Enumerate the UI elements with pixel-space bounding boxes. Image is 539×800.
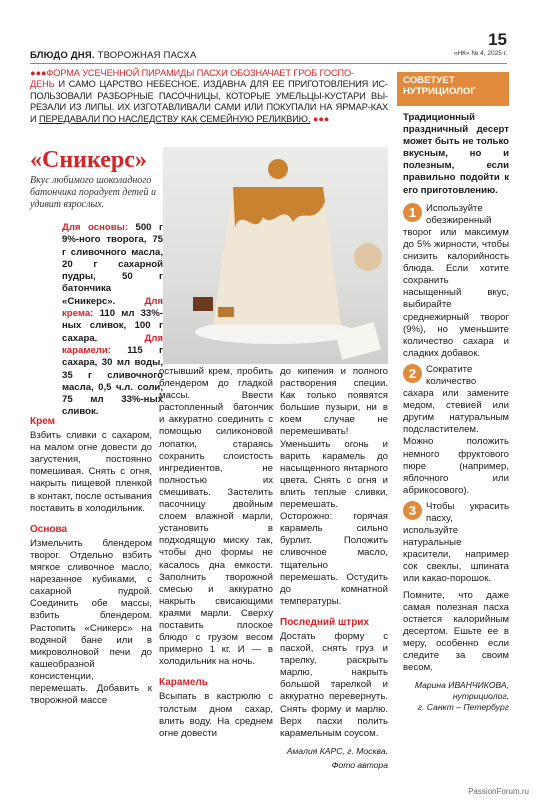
paskha-photo [163, 147, 388, 364]
tip-1: 1 Используйте обезжиренный творог или максимум до 5% жирности, чтобы снизить калорийность блюда. Если хотите сохранить насыщенный вкус, выбирайте среднежирный творог (9%), но уменьшите количество сахара и сладких добавок. [403, 202, 509, 359]
nutritionist-sidebar [397, 72, 509, 772]
tip-3: 3 Чтобы украсить пасху, используйте натуральные красители, например сок свеклы, шпината или какао-порошок. [403, 500, 509, 585]
osnova-text: Измельчить блендером творог. Отдельно взбить мягкое сливочное масло, нарезанное кубиками, с сахарной пудрой. Соединить обе массы, взбить блендером. Растопить «Сникерс» на водяной бане или в микроволновой печи до кашеобразной консистенции, перемешать. Добавить к творожной массе [30, 537, 152, 707]
ingredients: Для основы: 500 г 9%-ного творога, 75 г сливочного масла, 20 г сахарной пудры, 50 г батончика «Сникерс». Для крема: 110 мл 33%-ных сливок, 100 г сахара. Для карамели: 115 г сахара, 30 мл воды, 35 г сливочного масла, 0,5 ч.л. соли, 75 мл 33%-ных сливок. [62, 222, 164, 418]
recipe-title: «Сникерс» [30, 147, 147, 173]
sidebar-heading: СОВЕТУЕТ НУТРИЦИОЛОГ [397, 72, 509, 106]
sidebar-lead: Традиционный праздничный десерт может быть не только вкусным, но и полезным, если правильно подойти к его приготовлению. [403, 112, 509, 196]
photo-credit: Фото автора [331, 759, 388, 770]
issue-label: «НК» № 4, 2025 г. [453, 50, 507, 57]
final-heading: Последний штрих [280, 616, 370, 628]
krem-heading: Крем [30, 416, 56, 427]
osnova-heading: Основа [30, 523, 68, 535]
sidebar-outro: Помните, что даже самая полезная пасха остается калорийным десертом. Ешьте ее в меру, особенно если следите за своим весом. [403, 589, 509, 674]
section-title: БЛЮДО ДНЯ. ТВОРОЖНАЯ ПАСХА [30, 50, 197, 61]
site-watermark: PassionForum.ru [468, 787, 529, 796]
header-divider [30, 63, 507, 64]
intro-text: ●●●ФОРМА УСЕЧЕННОЙ ПИРАМИДЫ ПАСХИ ОБОЗНАЧАЕТ ГРОБ ГОСПО- ДЕНЬ И САМО ЦАРСТВО НЕБЕСНОЕ. ИЗДАВНА ДЛЯ ЕЕ ПРИГОТОВЛЕНИЯ ИС-ПОЛЬЗОВАЛИ РАЗБОРНЫЕ ПАСОЧНИЦЫ, КОТОРЫЕ УМЕЛЬЦЫ-КУСТАРИ ВЫ-РЕЗАЛИ ИЗ ЛИПЫ. ИХ ИЗГОТАВЛИВАЛИ САМИ ИЛИ ПОКУПАЛИ НА ЯРМАР-КАХ И ПЕРЕДАВАЛИ ПО НАСЛЕДСТВУ КАК СЕМЕЙНУЮ РЕЛИКВИЮ. ●●● [30, 68, 388, 124]
karamel-text: Всыпать в кастрюлю с толстым дном сахар, влить воду. На среднем огне довести [159, 691, 273, 739]
col2-text: остывший крем, пробить блендером до гладкой массы. Ввести растопленный батончик и аккуратно соединить с помощью силиконовой лопатки, стараясь сохранить слоистость ингредиентов, не полностью их смешивать. Застелить пасочницу двойным слоем влажной марли, установить в подходящую миску так, чтобы дно формы не касалось дна емкости. Заполнить творожной смесью и аккуратно накрыть свисающими краями марли. Сверху поставить плоское блюдо с грузом весом примерно 1 кг. И — в холодильник на ночь. [159, 366, 273, 668]
tip-2: 2 Сократите количество сахара или замените медом, стевией или другим натуральным подсластителем. Можно положить немного фруктового пюре (например, яблочного или абрикосового). [403, 363, 509, 496]
signature: Марина ИВАНЧИКОВА, нутрициолог, г. Санкт – Петербург [414, 680, 509, 713]
recipe-lead: Вкус любимого шоколадного батончика порадует детей и удивит взрослых. [30, 175, 156, 210]
column-3 [280, 366, 388, 771]
author: Амалия КАРС, г. Москва. [286, 745, 388, 756]
page-header [30, 30, 507, 62]
column-1 [30, 416, 152, 707]
col3-text: до кипения и полного растворения специи. Как только появятся большие пузыри, ни в коем случае не перемешивать! Уменьшить огонь и варить карамель до насыщенного янтарного цвета. Снять с огня и влить теплые сливки, перемешать. Осторожно: горячая карамель сильно бурлит. Положить сливочное масло, тщательно перемешать. Остудить до комнатной температуры. [280, 366, 388, 607]
krem-text: Взбить сливки с сахаром, на малом огне довести до загустения, постоянно помешивая. Снять с огня, накрыть пищевой пленкой в контакт, после остывания поставить в холодильник. [30, 430, 152, 514]
final-text: Достать форму с пасхой, снять груз и тарелку, раскрыть марлю, накрыть большой тарелкой и аккуратно перевернуть. Снять форму и марлю. Верх пасхи полить карамельным соусом. [280, 630, 388, 739]
paskha-illustration [163, 147, 388, 364]
karamel-heading: Карамель [159, 677, 208, 689]
page-number: 15 [488, 30, 507, 49]
column-2 [159, 366, 273, 740]
